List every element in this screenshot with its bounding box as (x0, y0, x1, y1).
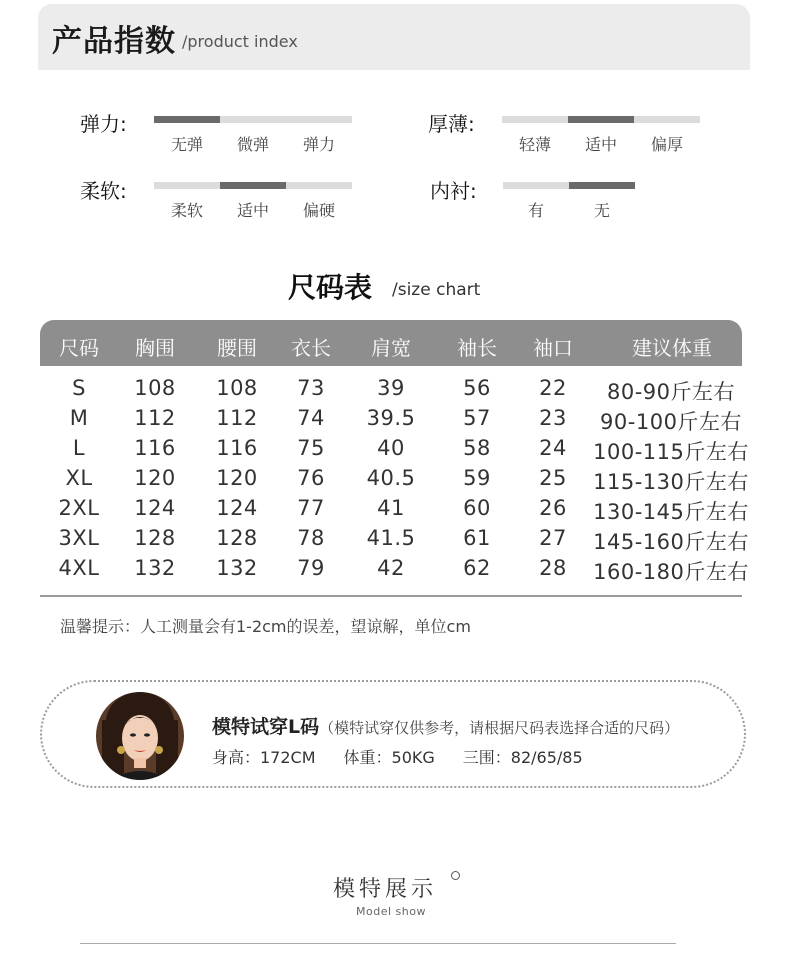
table-cell: 56 (463, 376, 491, 400)
model-show-subtitle: Model show (356, 905, 426, 918)
table-cell: 62 (463, 556, 491, 580)
scale-option-label: 柔软 (170, 201, 203, 220)
model-show-title: 模特展示 (333, 877, 438, 902)
table-cell: 80-90斤左右 (606, 380, 736, 404)
attribute-scale-bar (503, 182, 635, 189)
table-cell: 100-115斤左右 (593, 440, 749, 464)
table-cell: 108 (134, 376, 176, 400)
table-cell: S (72, 376, 86, 400)
scale-option-label: 轻薄 (518, 135, 551, 154)
scale-segment (154, 116, 220, 123)
model-fit-hint: （模特试穿仅供参考，请根据尺码表选择合适的尺码） (319, 719, 680, 737)
table-cell: 116 (216, 436, 258, 460)
table-cell: 39 (377, 376, 405, 400)
scale-segment (634, 116, 700, 123)
table-cell: 74 (297, 406, 325, 430)
table-cell: 115-130斤左右 (593, 470, 749, 494)
attribute-label: 内衬: (430, 179, 477, 203)
table-cell: 25 (539, 466, 567, 490)
table-cell: 78 (297, 526, 325, 550)
table-cell: 41.5 (366, 526, 416, 550)
table-cell: 4XL (58, 556, 100, 580)
scale-option-label: 无 (593, 201, 610, 220)
scale-option-label: 无弹 (170, 135, 203, 154)
table-cell: 23 (539, 406, 567, 430)
size-table-header (40, 320, 742, 366)
table-cell: 124 (216, 496, 258, 520)
table-cell: 76 (297, 466, 325, 490)
column-header: 袖长 (457, 336, 497, 360)
attribute-label: 弹力: (80, 112, 127, 136)
scale-segment (569, 182, 635, 189)
scale-segment (568, 116, 634, 123)
table-cell: 3XL (58, 526, 100, 550)
table-cell: 112 (134, 406, 176, 430)
column-header: 肩宽 (371, 336, 411, 360)
attribute-scale-bar (502, 116, 700, 123)
table-cell: 120 (134, 466, 176, 490)
model-weight: 体重：50KG (343, 748, 435, 767)
table-row (40, 526, 750, 556)
table-cell: 108 (216, 376, 258, 400)
table-cell: 42 (377, 556, 405, 580)
table-cell: 41 (377, 496, 405, 520)
scale-segment (503, 182, 569, 189)
scale-segment (286, 182, 352, 189)
scale-option-label: 偏厚 (650, 135, 683, 154)
table-cell: 160-180斤左右 (593, 560, 749, 584)
table-row (40, 466, 750, 496)
model-measurements: 三围：82/65/85 (462, 748, 583, 767)
column-header: 胸围 (135, 336, 175, 360)
table-cell: 58 (463, 436, 491, 460)
table-row (40, 436, 750, 466)
table-cell: L (72, 436, 86, 460)
column-header: 袖口 (533, 336, 573, 360)
table-cell: 60 (463, 496, 491, 520)
product-index-subtitle: /product index (182, 32, 298, 51)
scale-segment (220, 182, 286, 189)
table-cell: XL (65, 466, 93, 490)
attribute-scale-bar (154, 182, 352, 189)
scale-segment (220, 116, 286, 123)
table-cell: 40 (377, 436, 405, 460)
attribute-label: 柔软: (80, 179, 127, 203)
decorative-circle-icon (451, 871, 460, 880)
scale-option-label: 微弹 (236, 135, 269, 154)
measurement-note: 温馨提示：人工测量会有1-2cm的误差，望谅解，单位cm (60, 617, 471, 636)
table-row (40, 376, 750, 406)
table-cell: 90-100斤左右 (600, 410, 742, 434)
table-cell: 112 (216, 406, 258, 430)
table-row (40, 556, 750, 586)
scale-option-label: 有 (527, 201, 544, 220)
size-chart-subtitle: /size chart (392, 280, 481, 300)
table-cell: 28 (539, 556, 567, 580)
table-cell: 130-145斤左右 (593, 500, 749, 524)
model-avatar (96, 692, 184, 780)
model-height: 身高：172CM (212, 748, 316, 767)
attribute-options (502, 132, 700, 155)
column-header: 衣长 (291, 336, 331, 360)
table-cell: 27 (539, 526, 567, 550)
scale-segment (502, 116, 568, 123)
table-cell: 39.5 (366, 406, 416, 430)
table-cell: 145-160斤左右 (593, 530, 749, 554)
table-cell: 128 (216, 526, 258, 550)
table-cell: 26 (539, 496, 567, 520)
table-cell: 61 (463, 526, 491, 550)
section-divider (80, 943, 676, 944)
size-chart-title: 尺码表 (288, 271, 373, 304)
column-header: 尺码 (59, 336, 99, 360)
table-cell: 132 (216, 556, 258, 580)
table-cell: 116 (134, 436, 176, 460)
table-cell: 79 (297, 556, 325, 580)
column-header: 腰围 (217, 336, 257, 360)
table-cell: 132 (134, 556, 176, 580)
table-cell: 40.5 (366, 466, 416, 490)
model-stats (212, 745, 611, 768)
table-cell: 124 (134, 496, 176, 520)
model-fit-line (212, 712, 679, 739)
scale-segment (154, 182, 220, 189)
table-cell: 75 (297, 436, 325, 460)
scale-segment (286, 116, 352, 123)
table-cell: 57 (463, 406, 491, 430)
table-divider (40, 595, 742, 597)
attribute-options (154, 132, 352, 155)
attribute-scale-bar (154, 116, 352, 123)
attribute-options (154, 198, 352, 221)
table-cell: 24 (539, 436, 567, 460)
table-cell: 77 (297, 496, 325, 520)
scale-option-label: 偏硬 (302, 201, 335, 220)
scale-option-label: 适中 (584, 135, 617, 154)
table-cell: 2XL (58, 496, 100, 520)
scale-option-label: 适中 (236, 201, 269, 220)
table-cell: 59 (463, 466, 491, 490)
attribute-options (503, 198, 635, 221)
column-header: 建议体重 (632, 336, 712, 360)
scale-option-label: 弹力 (302, 135, 335, 154)
product-index-title: 产品指数 (52, 24, 176, 59)
model-fit-size: 模特试穿L码 (212, 716, 320, 738)
attribute-label: 厚薄: (428, 112, 475, 136)
table-cell: 128 (134, 526, 176, 550)
table-row (40, 496, 750, 526)
table-row (40, 406, 750, 436)
table-cell: 73 (297, 376, 325, 400)
table-cell: 120 (216, 466, 258, 490)
table-cell: 22 (539, 376, 567, 400)
table-cell: M (69, 406, 89, 430)
